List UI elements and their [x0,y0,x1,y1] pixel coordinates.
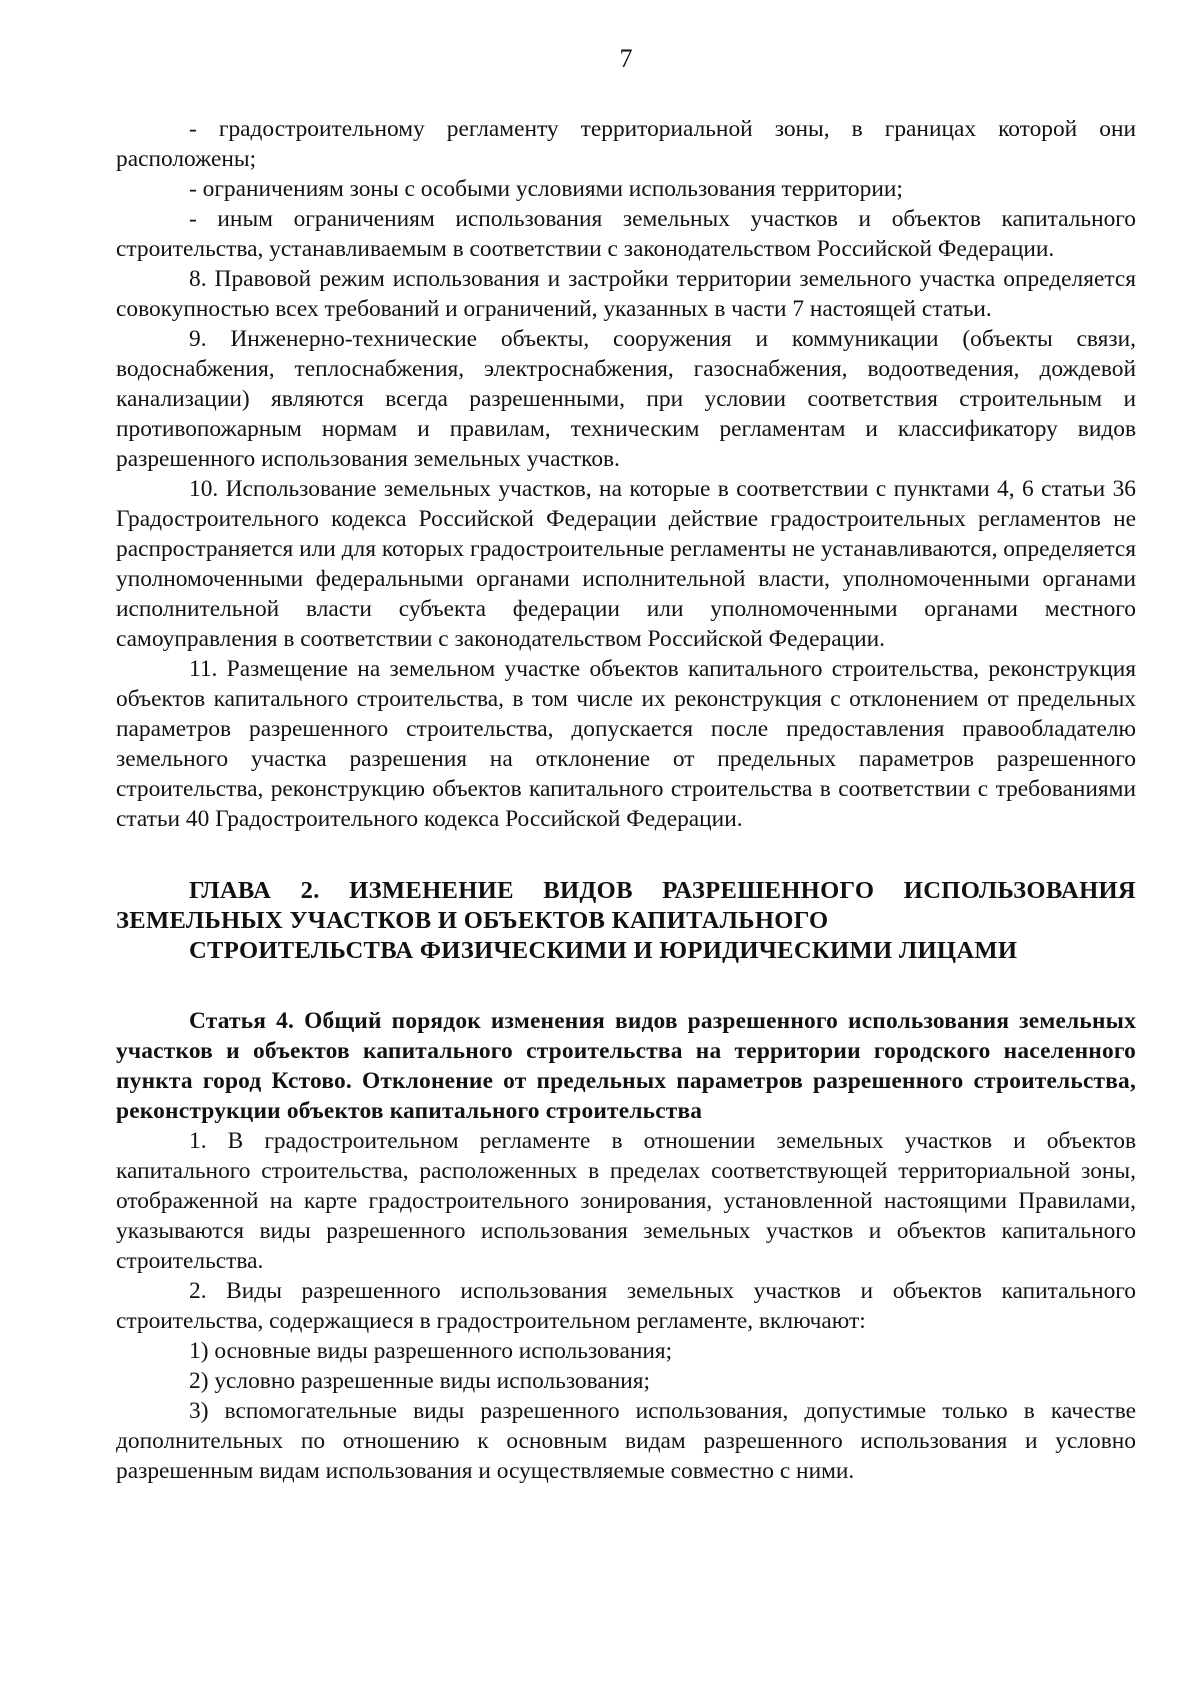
paragraph-clause-11: 11. Размещение на земельном участке объектов капитального строительства, реконструкция объектов капитального строительства, в том числе их реконструкция с отклонением от предельных параметров разрешенного строительства, допускается после предоставления правообладателю земельного участка разрешения на отклонение от предельных параметров разрешенного строительства, реконструкцию объектов капитального строительства в соответствии с требованиями статьи 40 Градостроительного кодекса Российской Федерации. [116,656,1136,832]
article-heading: Статья 4. Общий порядок изменения видов разрешенного использования земельных участков и объектов капитального строительства на территории городского населенного пункта город Кстово. Отклонение от предельных параметров разрешенного строительства, реконструкции объектов капитального строительства [116,1008,1136,1124]
document-body [116,114,1136,1486]
paragraph-restriction-special-zone: - ограничениям зоны с особыми условиями использования территории; [189,176,903,202]
chapter-heading [116,876,1136,966]
paragraph-restriction-other: - иным ограничениям использования земельных участков и объектов капитального строительства, устанавливаемым в соответствии с законодательством Российской Федерации. [116,206,1136,262]
paragraph-clause-9: 9. Инженерно-технические объекты, сооружения и коммуникации (объекты связи, водоснабжения, теплоснабжения, электроснабжения, газоснабжения, водоотведения, дождевой канализации) являются всегда разрешенными, при условии соответствия строительным и противопожарным нормам и правилам, техническим регламентам и классификатору видов разрешенного использования земельных участков. [116,326,1136,472]
paragraph-restriction-regulation: - градостроительному регламенту территориальной зоны, в границах которой они расположены; [116,116,1136,172]
paragraph-clause-10: 10. Использование земельных участков, на которые в соответствии с пунктами 4, 6 статьи 36 Градостроительного кодекса Российской Федерации действие градостроительных регламентов не распространяется или для которых градостроительные регламенты не устанавливаются, определяется уполномоченными федеральными органами исполнительной власти, уполномоченными органами исполнительной власти субъекта федерации или уполномоченными органами местного самоуправления в соответствии с законодательством Российской Федерации. [116,476,1136,652]
page-number: 7 [619,44,633,73]
paragraph-article-clause-1: 1. В градостроительном регламенте в отношении земельных участков и объектов капитального строительства, расположенных в пределах соответствующей территориальной зоны, отображенной на карте градостроительного зонирования, установленной настоящими Правилами, указываются виды разрешенного использования земельных участков и объектов капитального строительства. [116,1128,1136,1274]
chapter-heading-line-1: ГЛАВА 2. ИЗМЕНЕНИЕ ВИДОВ РАЗРЕШЕННОГО ИСПОЛЬЗОВАНИЯ [189,877,1136,904]
chapter-heading-line-2: ЗЕМЕЛЬНЫХ УЧАСТКОВ И ОБЪЕКТОВ КАПИТАЛЬНОГО [116,907,829,934]
list-item-conditional-uses: 2) условно разрешенные виды использования; [189,1368,651,1394]
chapter-heading-line-3: СТРОИТЕЛЬСТВА ФИЗИЧЕСКИМИ И ЮРИДИЧЕСКИМИ ЛИЦАМИ [189,937,1018,964]
paragraph-clause-8: 8. Правовой режим использования и застройки территории земельного участка определяется совокупностью всех требований и ограничений, указанных в части 7 настоящей статьи. [116,266,1136,322]
list-item-main-uses: 1) основные виды разрешенного использования; [189,1338,673,1364]
paragraph-article-clause-2: 2. Виды разрешенного использования земельных участков и объектов капитального строительства, содержащиеся в градостроительном регламенте, включают: [116,1278,1136,1334]
list-item-auxiliary-uses: 3) вспомогательные виды разрешенного использования, допустимые только в качестве дополнительных по отношению к основным видам разрешенного использования и условно разрешенным видам использования и осуществляемые совместно с ними. [116,1398,1136,1484]
